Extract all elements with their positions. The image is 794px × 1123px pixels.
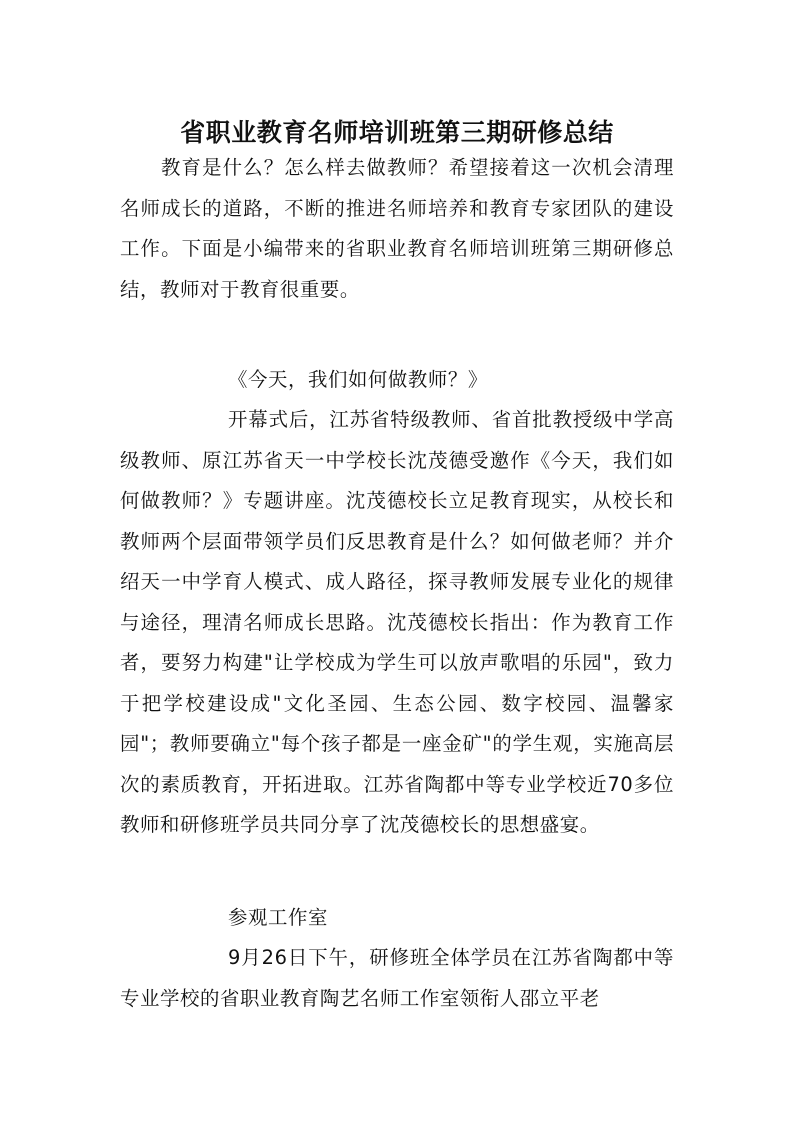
section-heading-visit: 参观工作室 <box>228 906 328 929</box>
section-heading-lecture: 《今天，我们如何做教师？》 <box>228 368 488 391</box>
intro-paragraph: 教育是什么？怎么样去做教师？希望接着这一次机会清理名师成长的道路，不断的推进名师培养和教育专家团队的建设工作。下面是小编带来的省职业教育名师培训班第三期研修总结，教师对于教育很重要。 <box>120 156 674 301</box>
section-paragraph-lecture: 开幕式后，江苏省特级教师、省首批教授级中学高级教师、原江苏省天一中学校长沈茂德受邀作《今天，我们如何做教师？》专题讲座。沈茂德校长立足教育现实，从校长和教师两个层面带领学员们反思教育是什么？如何做老师？并介绍天一中学育人模式、成人路径，探寻教师发展专业化的规律与途径，理清名师成长思路。沈茂德校长指出：作为教育工作者，要努力构建"让学校成为学生可以放声歌唱的乐园"，致力于把学校建设成"文化圣园、生态公园、数字校园、温馨家园"；教师要确立"每个孩子都是一座金矿"的学生观，实施高层次的素质教育，开拓进取。江苏省陶都中等专业学校近70多位教师和研修班学员共同分享了沈茂德校长的思想盛宴。 <box>120 408 674 836</box>
document-title: 省职业教育名师培训班第三期研修总结 <box>180 117 614 147</box>
section-paragraph-visit: 9月26日下午，研修班全体学员在江苏省陶都中等专业学校的省职业教育陶艺名师工作室领衔人邵立平老 <box>120 946 674 1010</box>
